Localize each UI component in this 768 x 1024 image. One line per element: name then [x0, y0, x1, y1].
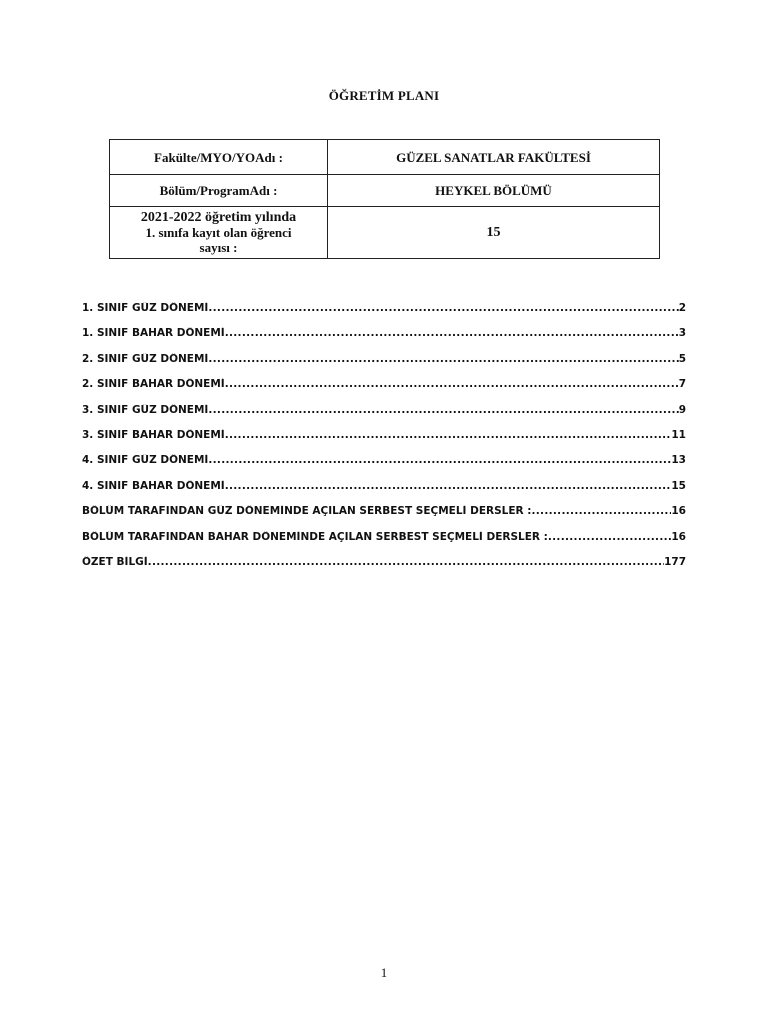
toc-leader-dots: [208, 404, 678, 416]
toc-item-label: BÖLÜM TARAFINDAN BAHAR DÖNEMİNDE AÇILAN SERBEST SEÇMELİ DERSLER :: [82, 530, 548, 543]
student-count-label-line2: 1. sınıfa kayıt olan öğrenci: [145, 225, 292, 240]
student-count-label-line3: sayısı :: [199, 240, 238, 255]
table-of-contents: [82, 302, 686, 581]
toc-leader-dots: [225, 378, 679, 390]
toc-item[interactable]: [82, 353, 686, 378]
toc-item-page: 3: [678, 327, 686, 340]
faculty-label: Fakülte/MYO/YOAdı :: [110, 140, 328, 175]
toc-leader-dots: [148, 556, 664, 568]
toc-item-page: 11: [671, 428, 686, 441]
toc-leader-dots: [225, 480, 672, 492]
toc-leader-dots: [548, 531, 672, 543]
page-number: 1: [380, 965, 388, 980]
toc-item[interactable]: [82, 454, 686, 479]
toc-item-page: 9: [678, 403, 686, 416]
toc-item-page: 16: [671, 505, 686, 518]
toc-item-page: 13: [671, 454, 686, 467]
toc-item-label: 1. SINIF BAHAR DÖNEMİ: [82, 327, 225, 340]
toc-item-label: 2. SINIF BAHAR DÖNEMİ: [82, 378, 225, 391]
table-row-student-count: [110, 207, 660, 259]
toc-item[interactable]: [82, 404, 686, 429]
toc-item-label: 1. SINIF GÜZ DÖNEMİ: [82, 302, 209, 314]
toc-item-page: 15: [671, 479, 686, 492]
toc-item-label: 2. SINIF GÜZ DÖNEMİ: [82, 352, 209, 365]
student-count-value: 15: [328, 207, 660, 259]
toc-item-page: 177: [664, 555, 686, 568]
toc-item-label: 3. SINIF BAHAR DÖNEMİ: [82, 428, 225, 441]
student-count-label: [110, 207, 328, 259]
toc-item-page: 16: [671, 530, 686, 543]
page-title: ÖĞRETİM PLANI: [328, 88, 440, 103]
table-row-faculty: [110, 140, 660, 175]
toc-leader-dots: [531, 505, 671, 517]
student-count-label-line1: 2021-2022 öğretim yılında: [140, 210, 297, 225]
toc-item-page: 5: [678, 352, 686, 365]
toc-item[interactable]: [82, 480, 686, 505]
department-value: HEYKEL BÖLÜMÜ: [328, 175, 660, 207]
toc-item[interactable]: [82, 378, 686, 403]
toc-leader-dots: [208, 302, 678, 314]
table-row-department: [110, 175, 660, 207]
toc-leader-dots: [225, 429, 672, 441]
info-table: [109, 139, 660, 259]
toc-leader-dots: [208, 353, 678, 365]
toc-item[interactable]: [82, 531, 686, 556]
toc-item-label: 3. SINIF GÜZ DÖNEMİ: [82, 403, 209, 416]
toc-item-page: 7: [678, 378, 686, 391]
toc-item[interactable]: [82, 505, 686, 530]
toc-item[interactable]: [82, 302, 686, 327]
toc-item-label: BÖLÜM TARAFINDAN GÜZ DÖNEMİNDE AÇILAN SERBEST SEÇMELİ DERSLER :: [82, 505, 532, 518]
department-label: Bölüm/ProgramAdı :: [110, 175, 328, 207]
toc-item-page: 2: [678, 302, 686, 314]
toc-item-label: ÖZET BİLGİ: [82, 555, 148, 568]
toc-item-label: 4. SINIF GÜZ DÖNEMİ: [82, 454, 209, 467]
toc-leader-dots: [225, 327, 679, 339]
toc-item-label: 4. SINIF BAHAR DÖNEMİ: [82, 479, 225, 492]
faculty-value: GÜZEL SANATLAR FAKÜLTESİ: [328, 140, 660, 175]
toc-item[interactable]: [82, 556, 686, 581]
toc-leader-dots: [208, 454, 671, 466]
toc-item[interactable]: [82, 327, 686, 352]
toc-item[interactable]: [82, 429, 686, 454]
